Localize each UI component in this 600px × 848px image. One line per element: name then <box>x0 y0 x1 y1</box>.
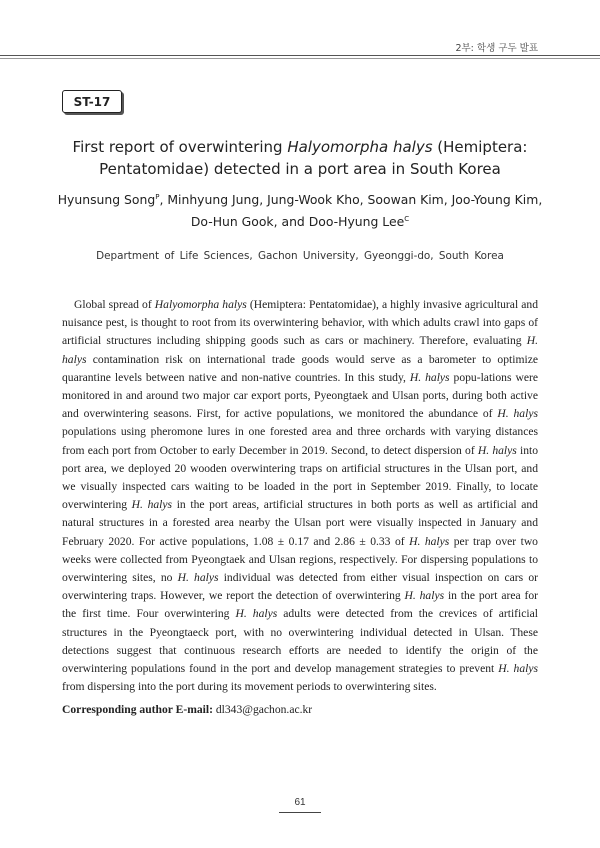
abstract-text: individual was detected from either visual inspection on cars or overwintering traps. However, we report the detection of overwintering <box>62 571 538 603</box>
author-line-1 <box>40 189 560 211</box>
abstract-text: (Hemiptera: Pentatomidae), a highly invasive agricultural and nuisance pest, is thought to root from its overwintering behavior, with which adults crawl into gaps of artificial structures including shipping goods such as cars or machinery. Therefore, evaluating <box>62 298 539 348</box>
running-header-section: 2부: 학생 구두 발표 <box>455 43 538 54</box>
species-name: H. halys <box>131 498 173 512</box>
species-name: Halyomorpha halys <box>154 298 247 311</box>
abstract-text: per trap over two weeks were collected from Pyeongtaek and Ulsan regions, respectively. For dispersing populations to overwintering sites, no <box>62 534 538 585</box>
abstract-code-badge: ST-17 <box>62 90 122 113</box>
title-text: (Hemiptera: <box>432 138 528 156</box>
abstract-paragraph <box>62 296 538 696</box>
species-name: H. halys <box>177 571 219 585</box>
corresponding-label: Corresponding author E-mail: <box>62 703 213 716</box>
corresponding-email: dl343@gachon.ac.kr <box>215 703 313 716</box>
abstract-text: populations using pheromone lures in one forested area and three orchards with varying distances from each port from October to early December in 2019. Second, to detect dispersion of <box>62 425 538 457</box>
abstract-text: popu-lations were monitored in and around two major car export ports, Pyeongtaek and Ulsan ports, during both active and overwintering seasons. First, for active populations, we monitored the abundance of <box>62 370 538 421</box>
title-line-1 <box>40 136 560 158</box>
abstract-text: in the port areas, artificial structures in both ports as well as artificial and natural structures in a forested area nearby the Ulsan port were visually inspected in January and February 2020. For active populations, 1.08 ± 0.17 and 2.86 ± 0.33 of <box>62 498 538 548</box>
species-name: H. halys <box>235 607 278 621</box>
author-names: , Minhyung Jung, Jung-Wook Kho, Soowan Kim, Joo-Young Kim, <box>159 192 543 207</box>
abstract-body <box>62 296 538 696</box>
title-text: First report of overwintering <box>72 138 288 156</box>
abstract-text: adults were detected from the crevices of artificial structures in the Pyeongtaeck port, with no overwintering individual detected in Ulsan. These detections suggest that continuous research efforts are needed to identify the origin of the overwintering populations found in the port and develop management strategies to prevent <box>62 607 538 676</box>
species-name: H. halys <box>404 589 445 603</box>
affiliation: Department of Life Sciences, Gachon University, Gyeonggi-do, South Korea <box>96 250 504 262</box>
species-name: H. halys <box>497 407 538 421</box>
author-list <box>40 189 560 233</box>
species-name: H. halys <box>62 334 538 366</box>
species-name: H. halys <box>409 534 450 548</box>
species-name: H. halys <box>409 370 450 384</box>
species-name: Halyomorpha halys <box>287 138 433 156</box>
presenter-mark: P <box>155 192 160 201</box>
author-names: Do-Hun Gook, and Doo-Hyung Lee <box>190 214 405 229</box>
footer-rule <box>279 812 321 813</box>
title-line-2: Pentatomidae) detected in a port area in South Korea <box>99 160 501 178</box>
abstract-text: Global spread of <box>74 298 155 311</box>
author-line-2 <box>40 211 560 233</box>
header-rule <box>0 55 600 56</box>
species-name: H. halys <box>477 443 517 457</box>
author-name: Hyunsung Song <box>57 192 156 207</box>
abstract-text: from dispersing into the port during its movement periods to overwintering sites. <box>62 680 437 694</box>
header-rule-secondary <box>0 58 600 59</box>
corresponding-author <box>62 703 312 716</box>
abstract-text: in the port area for the first time. Four overwintering <box>62 589 538 621</box>
corresponding-mark: C <box>404 214 410 223</box>
page-number: 61 <box>294 797 306 808</box>
abstract-text: into port area, we deployed 20 wooden overwintering traps on artificial structures in the Ulsan port, and we visually inspected cars waiting to be loaded in the port in September 2019. Finally, to locate overwintering <box>62 443 539 512</box>
paper-title <box>40 136 560 180</box>
abstract-text: contamination risk on international trade goods would serve as a barometer to optimize quarantine levels between native and non-native countries. In this study, <box>62 352 538 384</box>
species-name: H. halys <box>498 662 538 676</box>
